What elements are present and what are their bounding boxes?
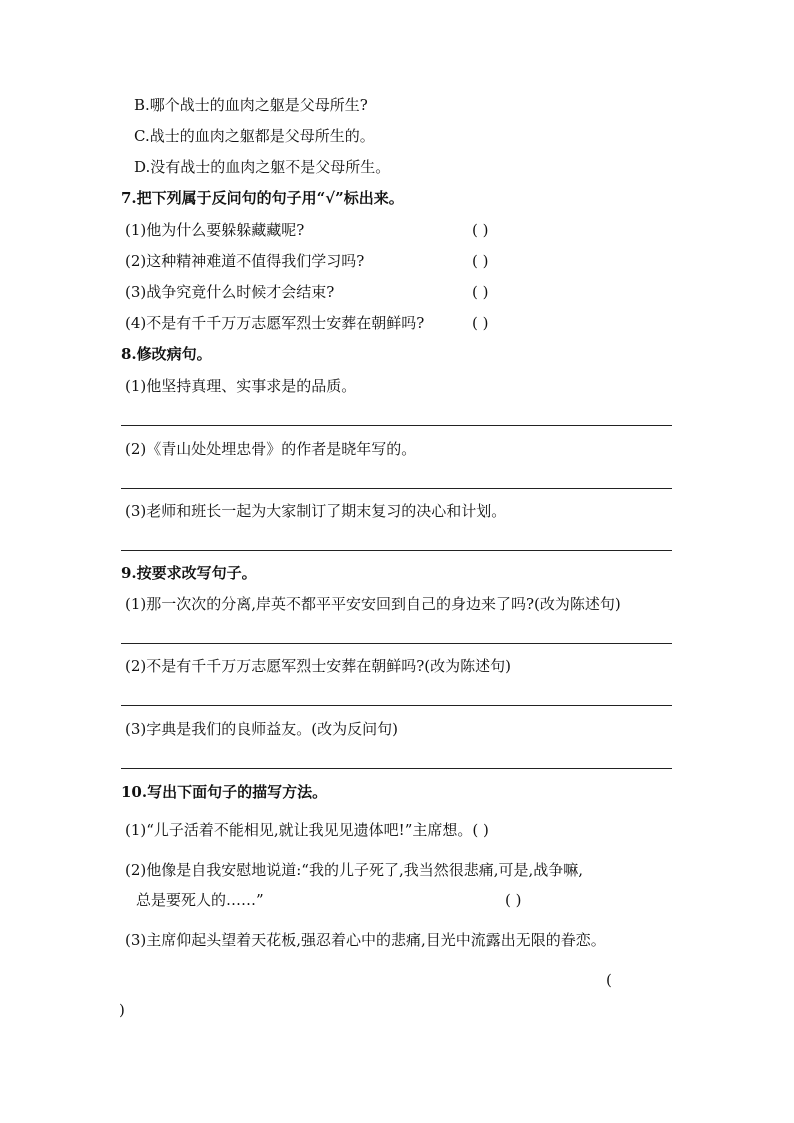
q9-answer-line-3[interactable]: [121, 768, 672, 769]
q9-answer-line-2[interactable]: [121, 705, 672, 706]
q8-answer-line-3[interactable]: [121, 550, 672, 551]
q7-item-2: (2)这种精神难道不值得我们学习吗?: [125, 252, 365, 270]
q7-title: 7.把下列属于反问句的句子用“√”标出来。: [121, 189, 404, 207]
q7-item-2-answer[interactable]: ( ): [472, 252, 489, 270]
q7-item-4: (4)不是有千千万万志愿军烈士安葬在朝鲜吗?: [125, 314, 425, 332]
q10-item-2-line-1: (2)他像是自我安慰地说道:“我的儿子死了,我当然很悲痛,可是,战争嘛,: [125, 861, 584, 879]
q10-item-2-answer[interactable]: ( ): [505, 891, 522, 909]
q9-item-2: (2)不是有千千万万志愿军烈士安葬在朝鲜吗?(改为陈述句): [125, 657, 511, 675]
q6-option-d: D.没有战士的血肉之躯不是父母所生。: [134, 158, 391, 176]
q8-item-1: (1)他坚持真理、实事求是的品质。: [125, 377, 357, 395]
q8-item-2: (2)《青山处处埋忠骨》的作者是晓年写的。: [125, 440, 417, 458]
q10-item-1: (1)“儿子活着不能相见,就让我见见遗体吧!”主席想。( ): [125, 821, 489, 839]
q10-item-3: (3)主席仰起头望着天花板,强忍着心中的悲痛,目光中流露出无限的眷恋。: [125, 931, 606, 949]
q7-item-3: (3)战争究竟什么时候才会结束?: [125, 283, 335, 301]
q6-option-b: B.哪个战士的血肉之躯是父母所生?: [134, 96, 368, 114]
q10-item-3-answer-open[interactable]: (: [606, 971, 612, 989]
q10-title: 10.写出下面句子的描写方法。: [121, 783, 328, 801]
q9-answer-line-1[interactable]: [121, 643, 672, 644]
q9-item-1: (1)那一次次的分离,岸英不都平平安安回到自己的身边来了吗?(改为陈述句): [125, 595, 621, 613]
q10-item-2-line-2: 总是要死人的……”: [136, 891, 264, 909]
q8-answer-line-2[interactable]: [121, 488, 672, 489]
q9-title: 9.按要求改写句子。: [121, 564, 257, 582]
q7-item-1-answer[interactable]: ( ): [472, 221, 489, 239]
q9-item-3: (3)字典是我们的良师益友。(改为反问句): [125, 720, 398, 738]
q7-item-3-answer[interactable]: ( ): [472, 283, 489, 301]
q10-item-3-answer-close: ): [119, 1001, 125, 1019]
q8-title: 8.修改病句。: [121, 345, 212, 363]
q7-item-4-answer[interactable]: ( ): [472, 314, 489, 332]
q8-item-3: (3)老师和班长一起为大家制订了期末复习的决心和计划。: [125, 502, 507, 520]
q6-option-c: C.战士的血肉之躯都是父母所生的。: [134, 127, 375, 145]
q8-answer-line-1[interactable]: [121, 425, 672, 426]
q7-item-1: (1)他为什么要躲躲藏藏呢?: [125, 221, 305, 239]
